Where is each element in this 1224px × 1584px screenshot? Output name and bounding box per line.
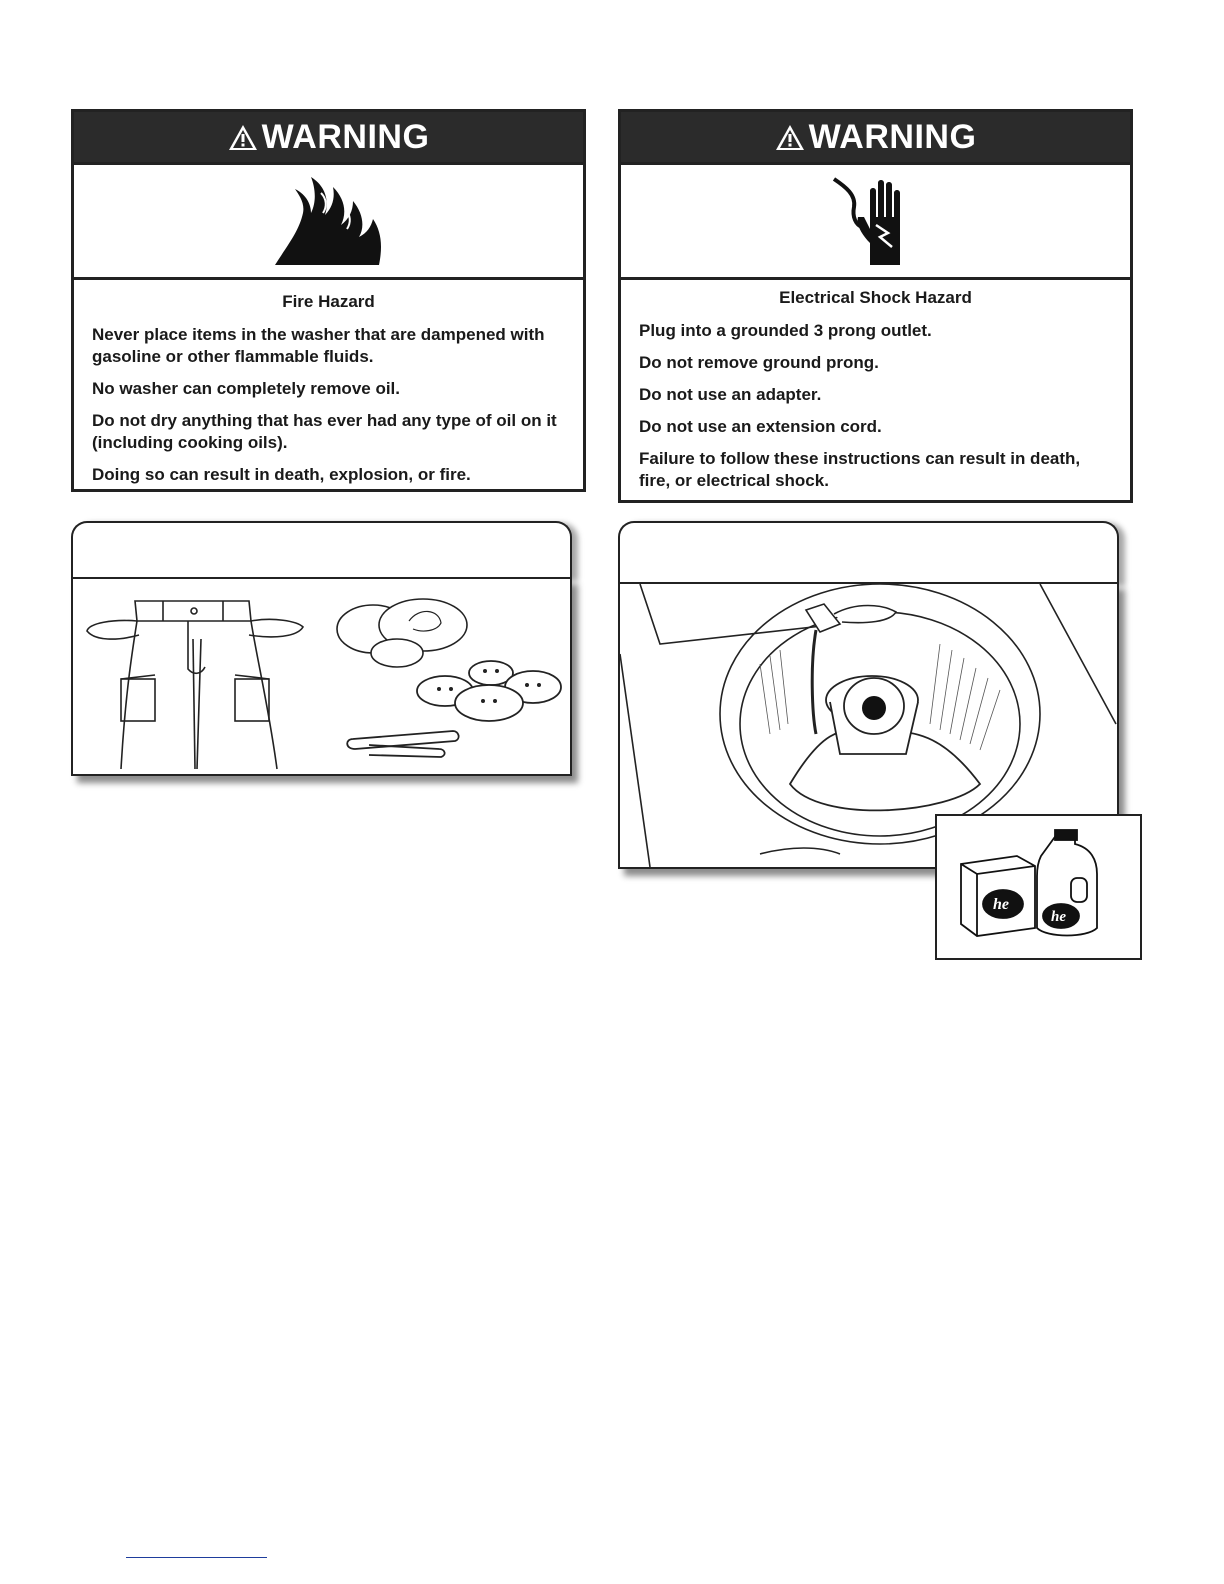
warning-subtitle: Fire Hazard: [282, 292, 375, 311]
warning-line: Failure to follow these instructions can result in death, fire, or electrical shock.: [639, 449, 1081, 490]
warning-line: Doing so can result in death, explosion, or fire.: [92, 465, 471, 484]
he-detergent-inset: [935, 814, 1142, 960]
warning-header-text: WARNING: [261, 117, 430, 156]
warning-line: Do not use an extension cord.: [639, 417, 882, 436]
footer-rule: [126, 1557, 267, 1558]
electrical-warning-box: [618, 109, 1133, 503]
illustration-tab-right: [618, 521, 1119, 584]
pockets-drawing: [73, 579, 570, 774]
warning-header: [74, 112, 583, 165]
he-detergent-icon: [937, 816, 1140, 958]
warning-line: Plug into a grounded 3 prong outlet.: [639, 321, 932, 340]
warning-line: Do not dry anything that has ever had any type of oil on it (including cooking oils).: [92, 411, 557, 452]
warning-line: Do not use an adapter.: [639, 385, 822, 404]
electrical-warning-body: [621, 280, 1130, 510]
warning-line: Do not remove ground prong.: [639, 353, 879, 372]
fire-warning-box: [71, 109, 586, 492]
warning-triangle-icon: [775, 124, 805, 151]
warning-header-text: WARNING: [808, 117, 977, 156]
warning-header: [621, 112, 1130, 165]
shock-icon-row: [621, 165, 1130, 280]
fire-hazard-icon: [269, 173, 389, 269]
empty-pockets-illustration: [71, 577, 572, 776]
warning-line: Never place items in the washer that are dampened with gasoline or other flammable fluids.: [92, 325, 545, 366]
electrical-shock-hazard-icon: [826, 173, 926, 269]
svg-text:he: he: [1051, 909, 1066, 925]
warning-line: No washer can completely remove oil.: [92, 379, 401, 398]
warning-subtitle: Electrical Shock Hazard: [779, 288, 972, 307]
fire-warning-body: [74, 280, 583, 504]
svg-text:he: he: [993, 896, 1009, 913]
fire-icon-row: [74, 165, 583, 280]
warning-triangle-icon: [228, 124, 258, 151]
illustration-tab-left: [71, 521, 572, 579]
